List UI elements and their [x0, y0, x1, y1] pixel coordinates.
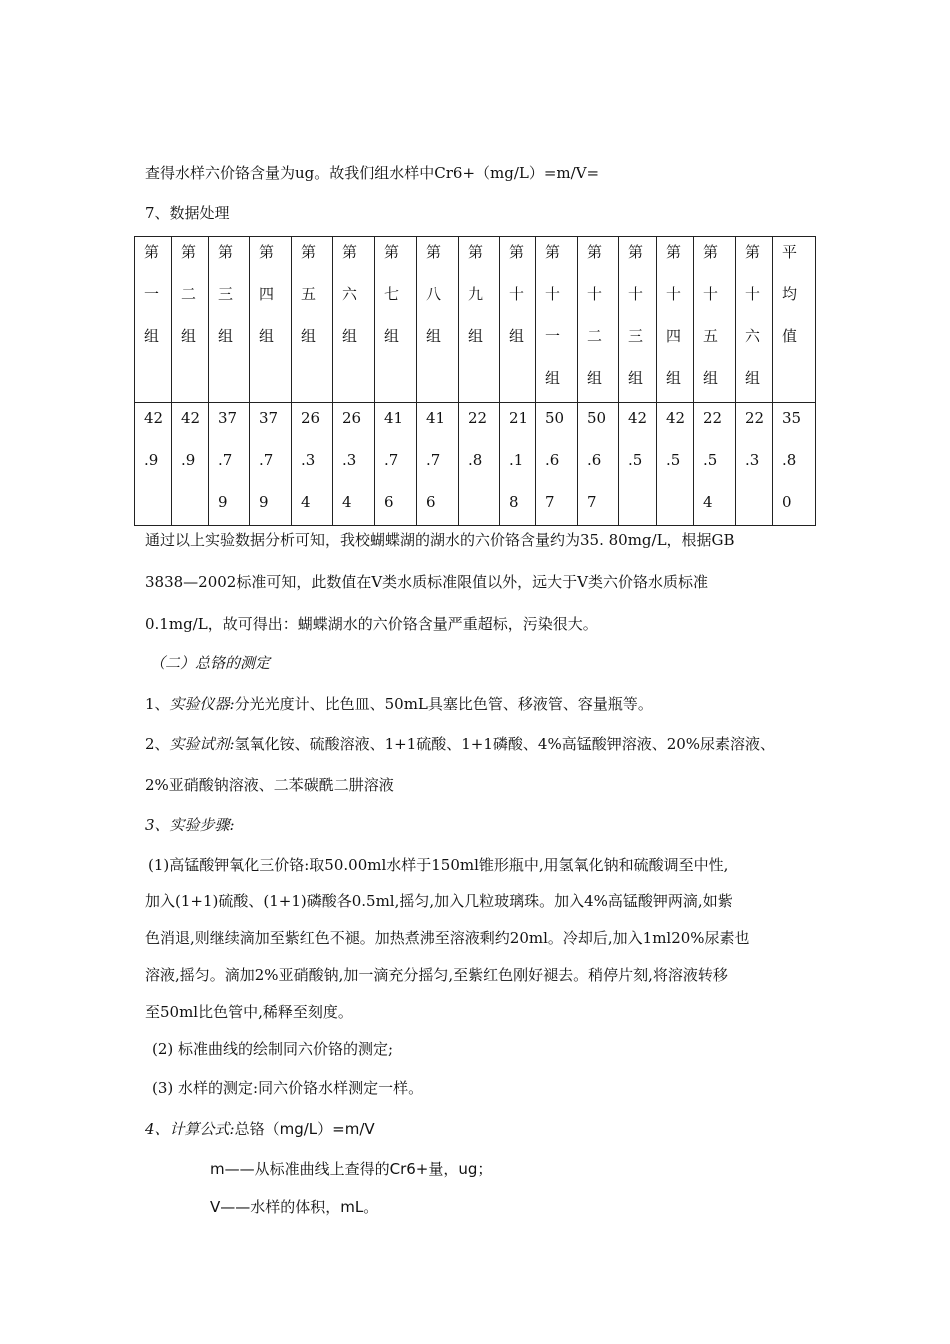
item-2-label: 实验试剂: — [169, 735, 235, 753]
value-char: 37 — [259, 409, 279, 427]
section-2-heading: （二）总铬的测定 — [150, 654, 271, 672]
value-cell — [459, 403, 500, 525]
header-char: 第 — [666, 243, 682, 261]
value-char: 22 — [745, 409, 765, 427]
header-cell — [619, 237, 657, 402]
value-char: 42 — [144, 409, 164, 427]
step-1-line-5: 至50ml比色管中,稀释至刻度。 — [145, 1003, 353, 1021]
header-cell — [135, 237, 172, 402]
header-char: 第 — [426, 243, 442, 261]
header-char: 组 — [703, 369, 719, 387]
header-char: 六 — [745, 327, 761, 345]
value-cell — [773, 403, 814, 525]
value-char: 50 — [587, 409, 607, 427]
header-char: 四 — [259, 285, 275, 303]
header-cell — [417, 237, 459, 402]
header-char: 第 — [703, 243, 719, 261]
value-char: 42 — [181, 409, 201, 427]
header-char: 组 — [545, 369, 561, 387]
value-char: 37 — [218, 409, 238, 427]
item-4-label: 计算公式: — [169, 1120, 235, 1138]
value-char: .3 — [745, 451, 760, 469]
header-char: 组 — [745, 369, 761, 387]
header-cell — [375, 237, 417, 402]
value-char: 21 — [509, 409, 529, 427]
step-1-line-4: 溶液,摇匀。滴加2%亚硝酸钠,加一滴充分摇匀,至紫红色刚好褪去。稍停片刻,将溶液转移 — [145, 966, 728, 984]
value-char: 6 — [426, 493, 436, 511]
header-char: 第 — [468, 243, 484, 261]
header-char: 第 — [384, 243, 400, 261]
header-char: 组 — [342, 327, 358, 345]
header-char: 组 — [144, 327, 160, 345]
value-char: 22 — [468, 409, 488, 427]
value-char: .5 — [666, 451, 681, 469]
header-char: 十 — [703, 285, 719, 303]
item-4-text: 总铬（mg/L）=m/V — [234, 1120, 375, 1138]
header-char: 组 — [628, 369, 644, 387]
header-cell — [578, 237, 619, 402]
header-char: 六 — [342, 285, 358, 303]
analysis-line-2: 3838—2002标准可知，此数值在V类水质标准限值以外，远大于V类六价铬水质标准 — [145, 573, 709, 591]
header-char: 均 — [782, 285, 798, 303]
value-cell — [500, 403, 536, 525]
header-char: 第 — [745, 243, 761, 261]
value-char: 7 — [587, 493, 597, 511]
step-1-line-2: 加入(1+1)硫酸、(1+1)磷酸各0.5ml,摇匀,加入几粒玻璃珠。加入4%高锰酸钾两滴,如紫 — [145, 892, 733, 910]
value-char: 0 — [782, 493, 792, 511]
header-char: 第 — [218, 243, 234, 261]
step-1-line-1: (1)高锰酸钾氧化三价铬:取50.00ml水样于150ml锥形瓶中,用氢氧化钠和硫酸调至中性, — [148, 856, 729, 874]
value-cell — [657, 403, 694, 525]
value-cell — [536, 403, 578, 525]
value-char: .6 — [545, 451, 560, 469]
header-char: 八 — [426, 285, 442, 303]
analysis-line-1: 通过以上实验数据分析可知，我校蝴蝶湖的湖水的六价铬含量约为35. 80mg/L，根据GB — [145, 531, 735, 549]
header-cell — [209, 237, 250, 402]
value-char: 26 — [342, 409, 362, 427]
header-char: 十 — [587, 285, 603, 303]
header-char: 组 — [384, 327, 400, 345]
value-char: .8 — [468, 451, 483, 469]
item-3-prefix: 3、 — [145, 816, 170, 834]
header-char: 组 — [666, 369, 682, 387]
item-4-prefix: 4、 — [145, 1120, 170, 1138]
value-char: .7 — [259, 451, 274, 469]
formula-v-definition: V——水样的体积，mL。 — [210, 1198, 379, 1216]
header-char: 第 — [628, 243, 644, 261]
header-char: 第 — [342, 243, 358, 261]
header-cell — [459, 237, 500, 402]
value-char: 6 — [384, 493, 394, 511]
item-1-label: 实验仪器: — [169, 695, 235, 713]
header-cell — [333, 237, 375, 402]
value-char: .5 — [703, 451, 718, 469]
item-3-label: 实验步骤: — [169, 816, 235, 834]
header-char: 五 — [703, 327, 719, 345]
data-table — [134, 236, 816, 526]
header-char: 三 — [218, 285, 234, 303]
header-char: 组 — [259, 327, 275, 345]
value-char: .1 — [509, 451, 524, 469]
value-cell — [736, 403, 773, 525]
header-char: 组 — [181, 327, 197, 345]
value-char: 9 — [259, 493, 269, 511]
step-2: (2) 标准曲线的绘制同六价铬的测定; — [152, 1040, 394, 1058]
value-char: 7 — [545, 493, 555, 511]
header-char: 二 — [181, 285, 197, 303]
item-2-text: 氢氧化铵、硫酸溶液、1+1硫酸、1+1磷酸、4%高锰酸钾溶液、20%尿素溶液、 — [234, 735, 776, 753]
header-char: 组 — [301, 327, 317, 345]
step-1-line-3: 色消退,则继续滴加至紫红色不褪。加热煮沸至溶液剩约20ml。冷却后,加入1ml20%尿素也 — [145, 929, 750, 947]
intro-line: 查得水样六价铬含量为ug。故我们组水样中Cr6+（mg/L）=m/V= — [145, 164, 600, 182]
header-char: 平 — [782, 243, 798, 261]
header-char: 第 — [587, 243, 603, 261]
table-header-row — [135, 237, 815, 403]
header-char: 组 — [587, 369, 603, 387]
value-char: 41 — [384, 409, 404, 427]
header-char: 组 — [218, 327, 234, 345]
formula-m-definition: m——从标准曲线上查得的Cr6+量，ug； — [210, 1160, 493, 1178]
header-char: 十 — [628, 285, 644, 303]
header-char: 四 — [666, 327, 682, 345]
analysis-line-3: 0.1mg/L，故可得出：蝴蝶湖水的六价铬含量严重超标，污染很大。 — [145, 615, 598, 633]
value-char: .7 — [426, 451, 441, 469]
header-cell — [694, 237, 736, 402]
header-char: 组 — [426, 327, 442, 345]
header-char: 第 — [259, 243, 275, 261]
value-char: .5 — [628, 451, 643, 469]
value-cell — [619, 403, 657, 525]
value-char: 35 — [782, 409, 802, 427]
header-char: 第 — [301, 243, 317, 261]
value-char: .6 — [587, 451, 602, 469]
value-char: .7 — [384, 451, 399, 469]
header-char: 第 — [144, 243, 160, 261]
value-cell — [694, 403, 736, 525]
value-cell — [172, 403, 209, 525]
header-char: 三 — [628, 327, 644, 345]
value-cell — [250, 403, 292, 525]
header-char: 九 — [468, 285, 484, 303]
item-1-text: 分光光度计、比色皿、50mL具塞比色管、移液管、容量瓶等。 — [234, 695, 653, 713]
value-cell — [333, 403, 375, 525]
value-char: 8 — [509, 493, 519, 511]
value-char: 4 — [342, 493, 352, 511]
value-char: 41 — [426, 409, 446, 427]
header-char: 值 — [782, 327, 798, 345]
item-2 — [145, 734, 775, 754]
value-char: .9 — [144, 451, 159, 469]
header-char: 第 — [181, 243, 197, 261]
header-char: 十 — [745, 285, 761, 303]
header-char: 一 — [545, 327, 561, 345]
step-3: (3) 水样的测定:同六价铬水样测定一样。 — [152, 1079, 424, 1097]
item-4 — [145, 1119, 375, 1139]
value-char: 4 — [703, 493, 713, 511]
value-char: 26 — [301, 409, 321, 427]
value-char: 42 — [666, 409, 686, 427]
header-char: 第 — [545, 243, 561, 261]
header-char: 组 — [468, 327, 484, 345]
header-char: 十 — [545, 285, 561, 303]
value-char: .3 — [301, 451, 316, 469]
value-char: .8 — [782, 451, 797, 469]
section-7-heading: 7、数据处理 — [145, 204, 230, 222]
header-cell — [292, 237, 333, 402]
value-cell — [209, 403, 250, 525]
value-cell — [135, 403, 172, 525]
value-cell — [578, 403, 619, 525]
value-char: .7 — [218, 451, 233, 469]
header-cell — [172, 237, 209, 402]
value-char: .3 — [342, 451, 357, 469]
header-char: 组 — [509, 327, 525, 345]
header-cell — [250, 237, 292, 402]
value-char: 22 — [703, 409, 723, 427]
item-2-prefix: 2、 — [145, 735, 170, 753]
value-char: 9 — [218, 493, 228, 511]
item-2-continued: 2%亚硝酸钠溶液、二苯碳酰二肼溶液 — [145, 776, 394, 794]
value-cell — [417, 403, 459, 525]
header-cell — [536, 237, 578, 402]
header-cell — [657, 237, 694, 402]
value-char: 4 — [301, 493, 311, 511]
item-3 — [145, 815, 235, 835]
item-1-prefix: 1、 — [145, 695, 170, 713]
header-char: 十 — [666, 285, 682, 303]
header-char: 二 — [587, 327, 603, 345]
header-char: 五 — [301, 285, 317, 303]
header-cell — [500, 237, 536, 402]
value-cell — [292, 403, 333, 525]
header-char: 十 — [509, 285, 525, 303]
item-1 — [145, 694, 653, 714]
table-value-row — [135, 403, 815, 525]
header-cell — [773, 237, 814, 402]
value-cell — [375, 403, 417, 525]
value-char: 50 — [545, 409, 565, 427]
value-char: .9 — [181, 451, 196, 469]
value-char: 42 — [628, 409, 648, 427]
header-char: 一 — [144, 285, 160, 303]
header-char: 七 — [384, 285, 400, 303]
header-char: 第 — [509, 243, 525, 261]
header-cell — [736, 237, 773, 402]
